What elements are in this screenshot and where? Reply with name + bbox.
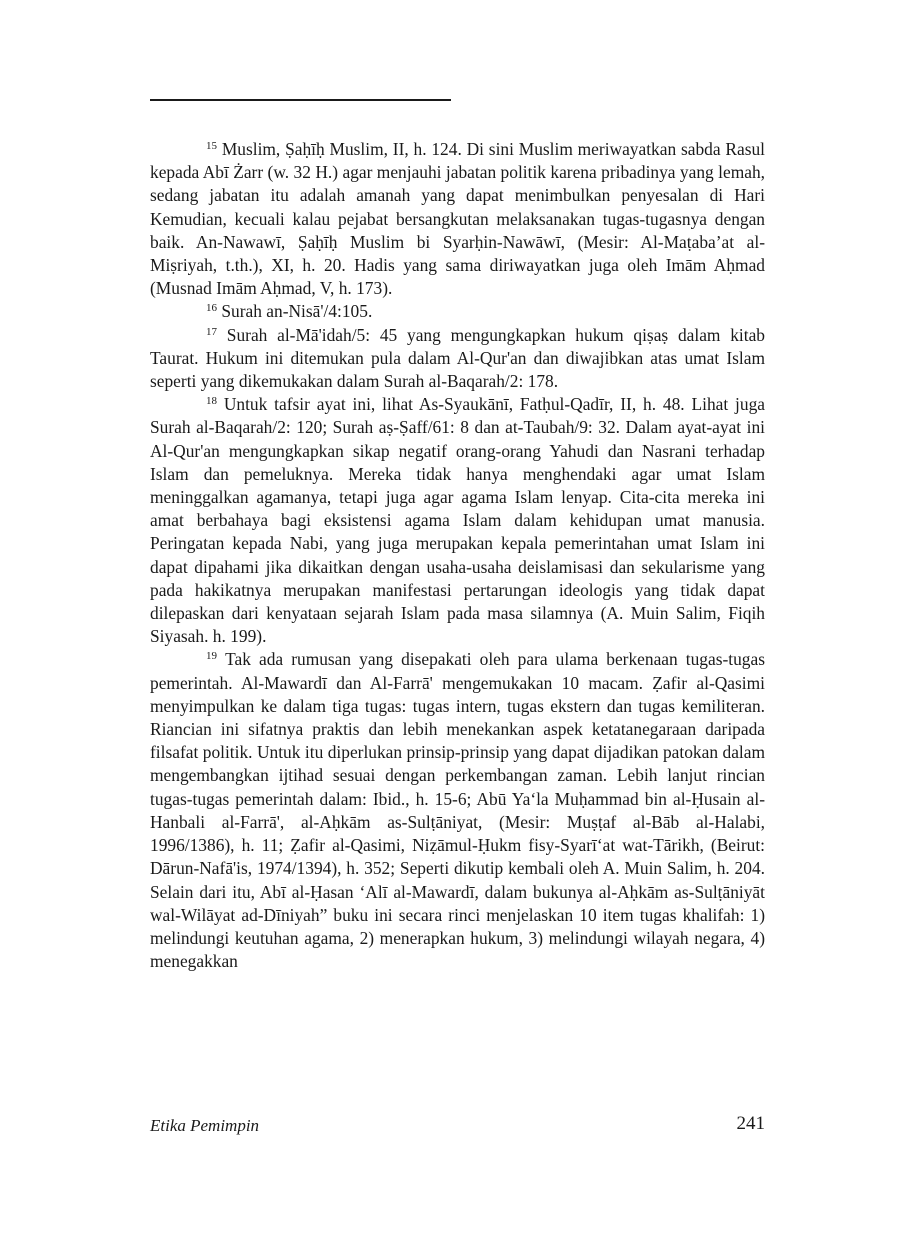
running-footer-title: Etika Pemimpin [150,1116,260,1135]
footnote-number: 18 [206,395,217,408]
footnote-separator [150,99,451,101]
footnote-15 [150,138,765,300]
footnote-text: Muslim, Ṣaḥīḥ Muslim, II, h. 124. Di sini Muslim meriwayatkan sabda Rasul kepada Abī Żarr (w. 32 H.) agar menjauhi jabatan politik karena pribadinya yang lemah, sedang jabatan itu adalah amanah yang dapat menimbulkan penyesalan di Hari Kemudian, kecuali kalau pejabat bersangkutan melaksanakan tugas-tugasnya dengan baik. An-Nawawī, Ṣaḥīḥ Muslim bi Syarḥin-Nawāwī, (Mesir: Al-Maṭaba’at al-Miṣriyah, t.th.), XI, h. 20. Hadis yang sama diriwayatkan juga oleh Imām Aḥmad (Musnad Imām Aḥmad, V, h. 173). [150,139,765,299]
footnote-text: Untuk tafsir ayat ini, lihat As-Syaukānī, Fatḥul-Qadīr, II, h. 48. Lihat juga Surah al-Baqarah/2: 120; Surah aṣ-Ṣaff/61: 8 dan at-Taubah/9: 32. Dalam ayat-ayat ini Al-Qur'an mengungkapkan sikap negatif orang-orang Yahudi dan Nasrani terhadap Islam dan pemeluknya. Mereka tidak hanya menghendaki agar umat Islam meninggalkan agamanya, tetapi juga agar agama Islam lenyap. Cita-cita mereka ini amat berbahaya bagi eksistensi agama Islam dalam kehidupan umat manusia. Peringatan kepada Nabi, yang juga merupakan kepala pemerintahan umat Islam ini dapat dipahami jika dikaitkan dengan usaha-usaha deislamisasi dan sekularisme yang pada hakikatnya merupakan manifestasi pertarungan ideologis yang tidak dapat dilepaskan dari kenyataan sejarah Islam pada masa silamnya (A. Muin Salim, Fiqih Siyasah. h. 199). [150,394,765,647]
footnote-number: 16 [206,302,217,315]
footnote-text: Surah an-Nisā'/4:105. [221,301,373,322]
footnote-text: Tak ada rumusan yang disepakati oleh para ulama berkenaan tugas-tugas pemerintah. Al-Mawardī dan Al-Farrā' mengemukakan 10 macam. Ẓafir al-Qasimi menyimpulkan ke dalam tiga tugas: tugas intern, tugas ekstern dan tugas kemiliteran. Riancian ini sifatnya praktis dan lebih menekankan aspek ketatanegaraan daripada filsafat politik. Untuk itu diperlukan prinsip-prinsip yang dapat dijadikan patokan dalam mengembangkan ijtihad sesuai dengan perkembangan zaman. Lebih lanjut rincian tugas-tugas pemerintah dalam: Ibid., h. 15-6; Abū Ya‘la Muḥammad bin al-Ḥusain al-Hanbali al-Farrā', al-Aḥkām as-Sulṭāniyat, (Mesir: Muṣṭaf al-Bāb al-Halabi, 1996/1386), h. 11; Ẓafir al-Qasimi, Niẓāmul-Ḥukm fisy-Syarī‘at wat-Tārikh, (Beirut: Dārun-Nafā'is, 1974/1394), h. 352; Seperti dikutip kembali oleh A. Muin Salim, h. 204. Selain dari itu, Abī al-Ḥasan ‘Alī al-Mawardī, dalam bukunya al-Aḥkām as-Sulṭāniyāt wal-Wilāyat ad-Dīniyah” buku ini secara rinci menjelaskan 10 item tugas khalifah: 1) melindungi keutuhan agama, 2) menerapkan hukum, 3) melindungi wilayah negara, 4) menegakkan [150,649,765,972]
footnote-16 [150,300,765,323]
footnote-number: 17 [206,325,217,338]
footnote-number: 19 [206,650,217,663]
footnote-18 [150,393,765,648]
footnote-text: Surah al-Mā'idah/5: 45 yang mengungkapkan hukum qiṣaṣ dalam kitab Taurat. Hukum ini ditemukan pula dalam Al-Qur'an dan diwajibkan atas umat Islam seperti yang dikemukakan dalam Surah al-Baqarah/2: 178. [150,324,765,392]
footnote-number: 15 [206,140,217,152]
footnote-17 [150,324,765,394]
footnotes [150,138,765,973]
footnote-19 [150,648,765,973]
page-number: 241 [736,1113,765,1134]
